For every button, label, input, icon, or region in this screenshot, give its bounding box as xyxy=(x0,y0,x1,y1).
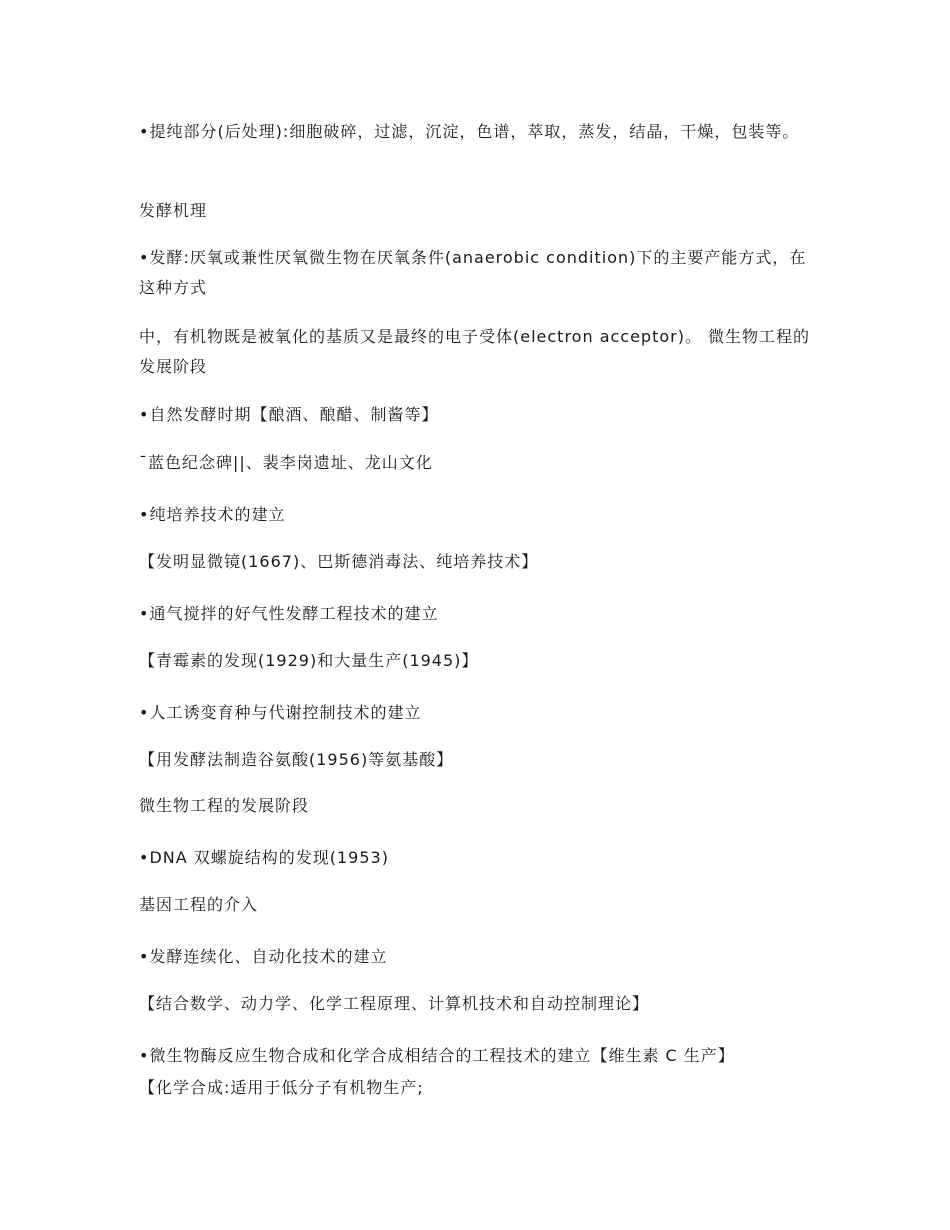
heading-fermentation-mechanism: 发酵机理 xyxy=(139,201,208,220)
paragraph-combined-disciplines: 【结合数学、动力学、化学工程原理、计算机技术和自动控制理论】 xyxy=(139,994,650,1013)
paragraph-microscope: 【发明显微镜(1667)、巴斯德消毒法、纯培养技术】 xyxy=(139,552,539,571)
paragraph-purification: •提纯部分(后处理):细胞破碎，过滤，沉淀，色谱，萃取，蒸发，结晶，干燥，包装等。 xyxy=(139,122,800,141)
list-item-pure-culture: •纯培养技术的建立 xyxy=(139,505,286,524)
paragraph-electron-acceptor: 中，有机物既是被氧化的基质又是最终的电子受体(electron acceptor)。 微生物工程的发展阶段 xyxy=(139,327,811,376)
paragraph-glutamic-acid: 【用发酵法制造谷氨酸(1956)等氨基酸】 xyxy=(139,750,454,769)
paragraph-archaeology: ¯蓝色纪念碑||、裴李岗遗址、龙山文化 xyxy=(139,453,433,472)
list-item-dna: •DNA 双螺旋结构的发现(1953) xyxy=(139,848,389,867)
paragraph-chemical-synthesis: 【化学合成:适用于低分子有机物生产; xyxy=(139,1078,424,1097)
list-item-enzyme-synthesis: •微生物酶反应生物合成和化学合成相结合的工程技术的建立【维生素 C 生产】 xyxy=(139,1046,735,1065)
list-item-mutagenesis: •人工诱变育种与代谢控制技术的建立 xyxy=(139,703,422,722)
list-item-aeration: •通气搅拌的好气性发酵工程技术的建立 xyxy=(139,604,439,623)
paragraph-penicillin: 【青霉素的发现(1929)和大量生产(1945)】 xyxy=(139,651,479,670)
heading-development-stages: 微生物工程的发展阶段 xyxy=(139,796,310,815)
paragraph-fermentation-definition: •发酵:厌氧或兼性厌氧微生物在厌氧条件(anaerobic condition)下的主要产能方式，在这种方式 xyxy=(139,248,807,297)
list-item-natural-fermentation: •自然发酵时期【酿酒、酿醋、制酱等】 xyxy=(139,405,439,424)
paragraph-genetic-engineering: 基因工程的介入 xyxy=(139,895,259,914)
list-item-continuous-fermentation: •发酵连续化、自动化技术的建立 xyxy=(139,947,388,966)
